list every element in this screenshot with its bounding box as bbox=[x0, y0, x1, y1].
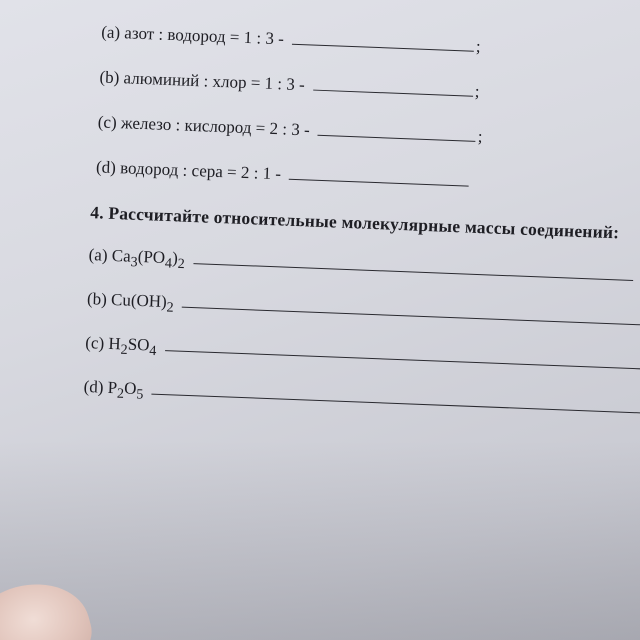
ratio-text: (d) водород : сера = 2 : 1 - bbox=[95, 157, 282, 184]
answer-blank[interactable] bbox=[292, 43, 474, 52]
ratio-item-a bbox=[101, 22, 481, 57]
answer-blank[interactable] bbox=[193, 262, 633, 281]
ratio-end: ; bbox=[474, 81, 480, 101]
mass-item-d bbox=[83, 377, 640, 423]
mass-label: (b) bbox=[86, 289, 108, 309]
task-title: Рассчитайте относительные молекулярные массы соединений: bbox=[108, 202, 620, 243]
ratio-text: (c) железо : кислород = 2 : 3 - bbox=[97, 112, 311, 140]
answer-blank[interactable] bbox=[313, 89, 473, 97]
answer-blank[interactable] bbox=[165, 349, 640, 369]
answer-blank[interactable] bbox=[152, 393, 640, 414]
ratio-text: (b) алюминий : хлор = 1 : 3 - bbox=[99, 67, 306, 95]
ratio-end: ; bbox=[475, 36, 482, 56]
task-heading bbox=[90, 202, 620, 243]
ratio-text: (a) азот : водород = 1 : 3 - bbox=[100, 22, 285, 49]
formula: $H_2SO_4$ bbox=[108, 333, 157, 360]
ratio-item-b bbox=[99, 67, 480, 102]
formula: $P_2O_5$ bbox=[107, 377, 144, 403]
ratio-item-c bbox=[97, 112, 482, 147]
answer-blank[interactable] bbox=[289, 178, 469, 187]
mass-item-a bbox=[88, 245, 633, 290]
mass-label: (c) bbox=[84, 333, 105, 353]
mass-label: (d) bbox=[83, 376, 104, 397]
task-number: 4. bbox=[89, 202, 105, 223]
mass-item-b bbox=[86, 289, 640, 335]
mass-item-c bbox=[85, 333, 640, 379]
answer-blank[interactable] bbox=[182, 306, 640, 326]
mass-label: (a) bbox=[88, 245, 108, 265]
formula: $Cu(OH)_2$ bbox=[110, 289, 174, 316]
answer-blank[interactable] bbox=[318, 134, 476, 142]
formula: $Ca_3(PO_4)_2$ bbox=[111, 245, 186, 273]
ratio-end bbox=[471, 172, 472, 191]
ratio-item-d bbox=[96, 157, 472, 191]
ratio-end: ; bbox=[477, 126, 483, 147]
